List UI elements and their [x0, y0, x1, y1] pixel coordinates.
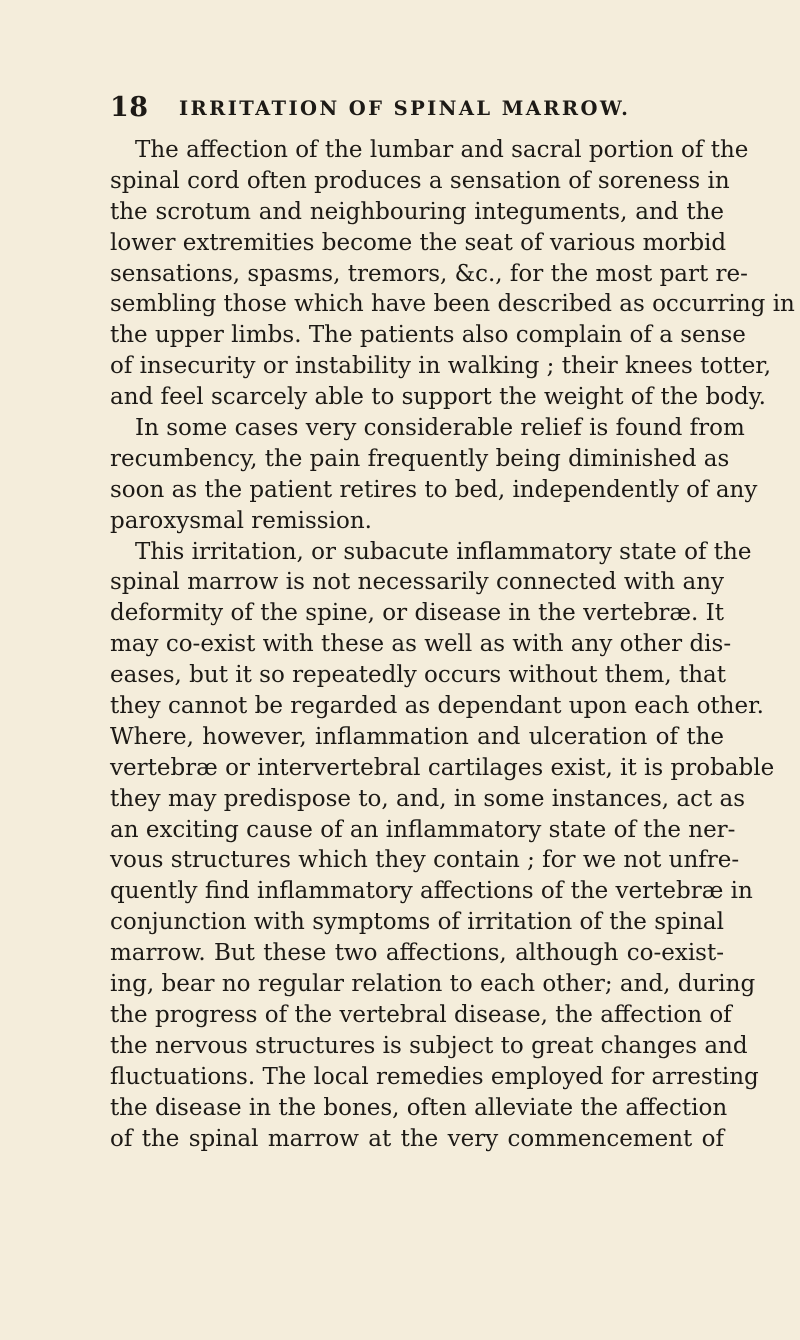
- paragraph-1: [110, 135, 795, 413]
- running-head: [110, 92, 710, 122]
- text-line: an exciting cause of an inflammatory state of the ner-: [110, 816, 736, 843]
- text-line: the scrotum and neighbouring integuments, and the: [110, 198, 724, 225]
- text-line: the disease in the bones, often alleviate the affection: [110, 1094, 728, 1121]
- text-line: vertebræ or intervertebral cartilages exist, it is probable: [110, 754, 775, 781]
- text-line: In some cases very considerable relief is found from: [135, 415, 745, 442]
- text-line: conjunction with symptoms of irritation of the spinal: [110, 909, 724, 936]
- text-line: of the spinal marrow at the very commencement of: [110, 1125, 724, 1152]
- text-line: marrow. But these two affections, although co-exist-: [110, 940, 724, 967]
- text-line: This irritation, or subacute inflammatory state of the: [135, 538, 752, 565]
- text-line: soon as the patient retires to bed, independently of any: [110, 476, 758, 503]
- text-line: they cannot be regarded as dependant upon each other.: [110, 693, 764, 720]
- text-line: The affection of the lumbar and sacral portion of the: [135, 137, 749, 163]
- text-line: deformity of the spine, or disease in the vertebræ. It: [110, 600, 724, 627]
- text-line: fluctuations. The local remedies employed for arresting: [110, 1063, 759, 1090]
- text-line: they may predispose to, and, in some instances, act as: [110, 785, 746, 812]
- text-line: spinal cord often produces a sensation of soreness in: [110, 167, 730, 194]
- text-line: sembling those which have been described as occurring in: [110, 291, 795, 318]
- text-line: recumbency, the pain frequently being diminished as: [110, 445, 730, 472]
- text-line: the nervous structures is subject to great changes and: [110, 1032, 748, 1059]
- paragraph-2: [110, 413, 758, 537]
- text-line: ing, bear no regular relation to each other; and, during: [110, 971, 756, 998]
- text-line: the upper limbs. The patients also complain of a sense: [110, 322, 746, 349]
- text-line: the progress of the vertebral disease, the affection of: [110, 1001, 732, 1028]
- paragraph-3: [110, 537, 775, 1155]
- text-line: and feel scarcely able to support the weight of the body.: [110, 384, 766, 411]
- text-line: spinal marrow is not necessarily connected with any: [110, 569, 724, 596]
- page-number: 18: [110, 92, 149, 123]
- text-line: paroxysmal remission.: [110, 507, 372, 534]
- running-title: IRRITATION OF SPINAL MARROW.: [179, 97, 631, 120]
- body-text: [110, 135, 795, 1154]
- text-line: eases, but it so repeatedly occurs without them, that: [110, 662, 726, 689]
- text-line: of insecurity or instability in walking ; their knees totter,: [110, 353, 772, 380]
- text-line: vous structures which they contain ; for we not unfre-: [110, 847, 740, 874]
- text-line: sensations, spasms, tremors, &c., for the most part re-: [110, 260, 748, 287]
- text-line: Where, however, inflammation and ulceration of the: [110, 723, 724, 750]
- text-line: quently find inflammatory affections of the vertebræ in: [110, 878, 753, 905]
- text-line: lower extremities become the seat of various morbid: [110, 229, 727, 256]
- text-line: may co-exist with these as well as with any other dis-: [110, 631, 732, 658]
